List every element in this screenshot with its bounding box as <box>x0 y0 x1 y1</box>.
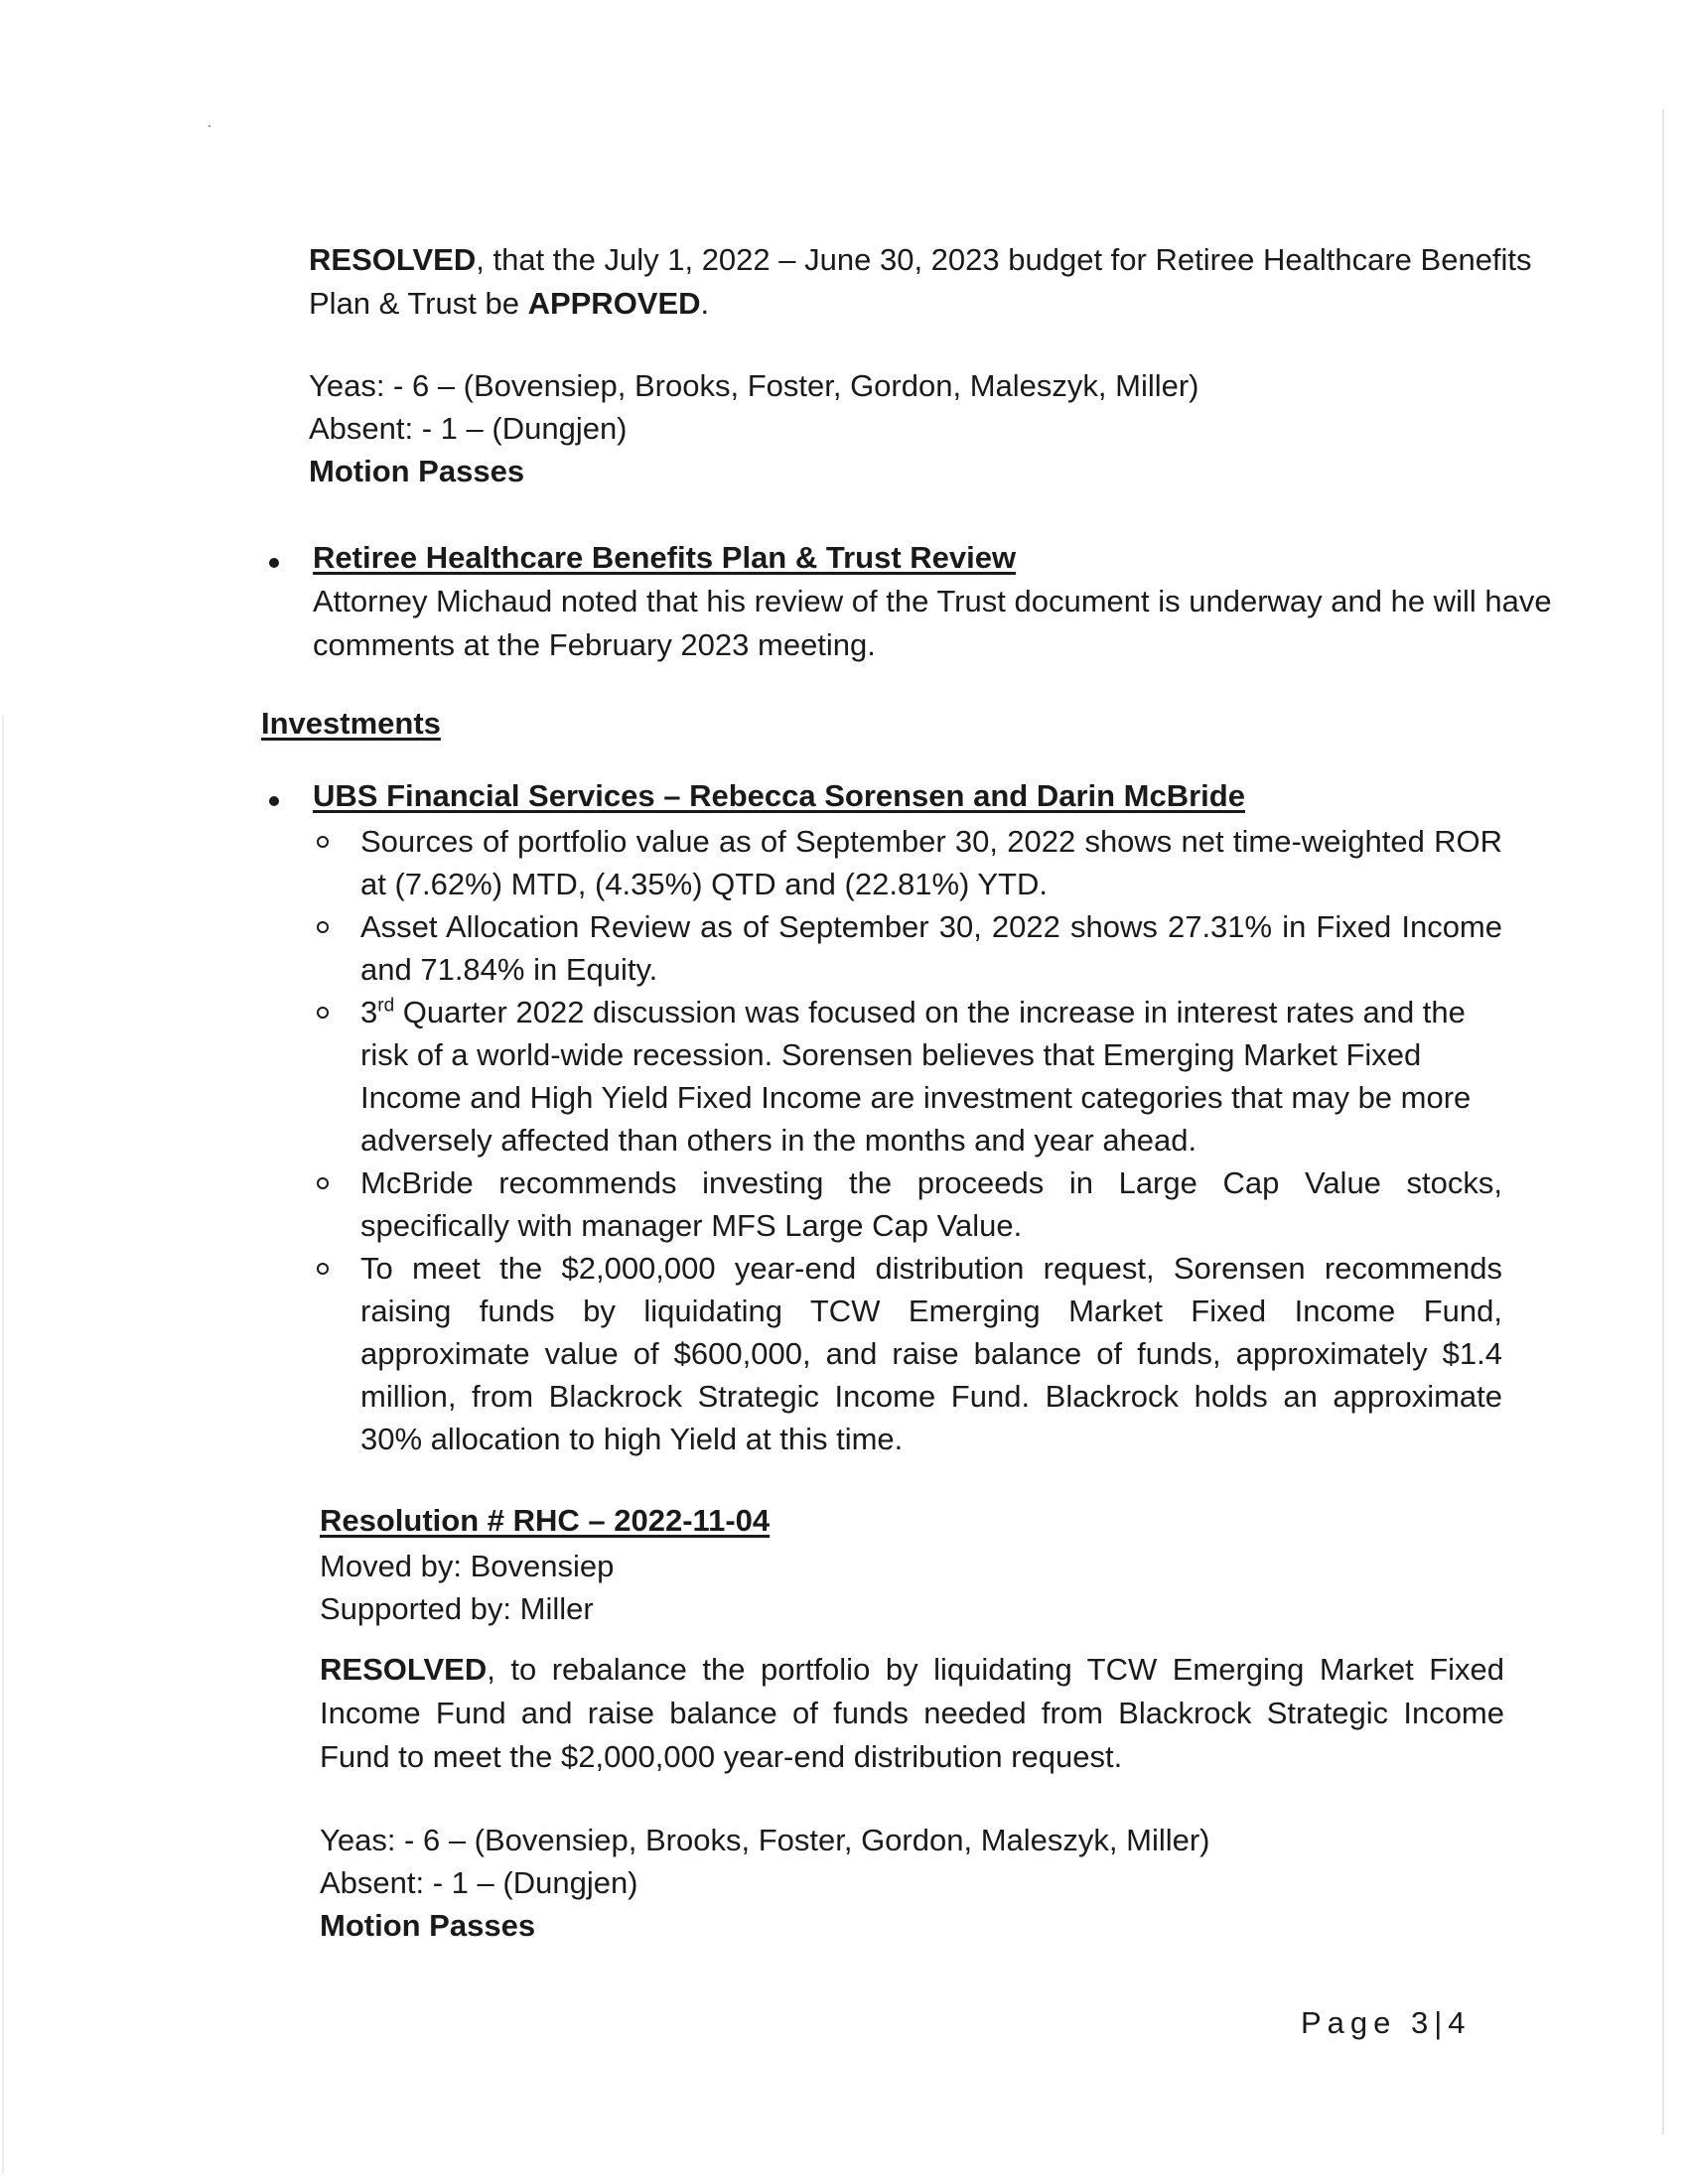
ordinal-suffix: rd <box>377 995 395 1017</box>
circle-bullet-icon <box>317 1177 329 1189</box>
scan-edge <box>1662 109 1664 2134</box>
resolution-end: . <box>700 286 710 321</box>
resolution-budget-approval <box>309 238 1580 326</box>
resolution-sponsors <box>320 1545 614 1630</box>
approved-keyword: APPROVED <box>527 286 701 321</box>
trust-review-body: Attorney Michaud noted that his review of the Trust document is underway and he will have comments at the February 2023 meeting. <box>313 584 1552 662</box>
resolution-rebalance <box>320 1648 1504 1779</box>
trust-review-section <box>313 536 1564 667</box>
scan-speck <box>209 125 211 127</box>
resolution-number-heading: Resolution # RHC – 2022-11-04 <box>320 1503 771 1538</box>
moved-by: Moved by: Bovensiep <box>320 1549 615 1583</box>
resolution-text: , to rebalance the portfolio by liquidating TCW Emerging Market Fixed Income Fund and raise balance of funds needed from Blackrock Strategic Income Fund to meet the $2,000,000 year-end distribution request. <box>320 1652 1504 1774</box>
ubs-topic-heading: UBS Financial Services – Rebecca Sorensen and Darin McBride <box>313 778 1245 813</box>
list-item-text: 3 <box>360 995 378 1029</box>
list-item <box>360 1247 1502 1460</box>
absent-line: Absent: - 1 – (Dungjen) <box>320 1865 638 1900</box>
investment-notes-list <box>360 820 1502 1460</box>
bullet-marker <box>269 796 279 806</box>
list-item-text: Asset Allocation Review as of September 30, 2022 shows 27.31% in Fixed Income and 71.84% in Equity. <box>360 909 1502 987</box>
motion-result: Motion Passes <box>320 1908 536 1943</box>
list-item <box>360 905 1502 991</box>
vote-record <box>309 364 1580 492</box>
list-item-text: McBride recommends investing the proceeds in Large Cap Value stocks, specifically with manager MFS Large Cap Value. <box>360 1165 1502 1243</box>
circle-bullet-icon <box>317 1007 329 1019</box>
list-item <box>360 1161 1502 1247</box>
list-item-text: Sources of portfolio value as of September 30, 2022 shows net time-weighted ROR at (7.62%) MTD, (4.35%) QTD and (22.81%) YTD. <box>360 824 1502 901</box>
resolved-keyword: RESOLVED <box>309 242 477 277</box>
supported-by: Supported by: Miller <box>320 1591 594 1626</box>
list-item-text: To meet the $2,000,000 year-end distribution request, Sorensen recommends raising funds by liquidating TCW Emerging Market Fixed Income Fund, approximate value of $600,000, and raise balance of funds, approximately $1.4 million, from Blackrock Strategic Income Fund. Blackrock holds an approximate 30% allocation to high Yield at this time. <box>360 1251 1502 1456</box>
circle-bullet-icon <box>317 836 329 848</box>
list-item <box>360 991 1502 1161</box>
circle-bullet-icon <box>317 1263 329 1275</box>
investments-heading: Investments <box>261 706 441 741</box>
list-item-text: Quarter 2022 discussion was focused on the increase in interest rates and the risk of a world-wide recession. Sorensen believes that Emerging Market Fixed Income and High Yield Fixed Income are investment categories that may be more adversely affected than others in the months and year ahead. <box>360 995 1472 1158</box>
resolved-keyword: RESOLVED <box>320 1652 488 1687</box>
scan-edge <box>2 715 4 2174</box>
trust-review-heading: Retiree Healthcare Benefits Plan & Trust Review <box>313 540 1017 575</box>
bullet-marker <box>269 558 279 568</box>
yeas-line: Yeas: - 6 – (Bovensiep, Brooks, Foster, Gordon, Maleszyk, Miller) <box>320 1823 1210 1857</box>
list-item <box>360 820 1502 905</box>
absent-line: Absent: - 1 – (Dungjen) <box>309 411 628 446</box>
circle-bullet-icon <box>317 921 329 933</box>
resolution-text: , that the July 1, 2022 – June 30, 2023 budget for Retiree Healthcare Benefits Plan & Trust be <box>309 242 1532 321</box>
vote-record <box>320 1819 1591 1947</box>
motion-result: Motion Passes <box>309 454 525 488</box>
page-number: Page 3|4 <box>1301 2005 1472 2040</box>
yeas-line: Yeas: - 6 – (Bovensiep, Brooks, Foster, Gordon, Maleszyk, Miller) <box>309 368 1199 403</box>
